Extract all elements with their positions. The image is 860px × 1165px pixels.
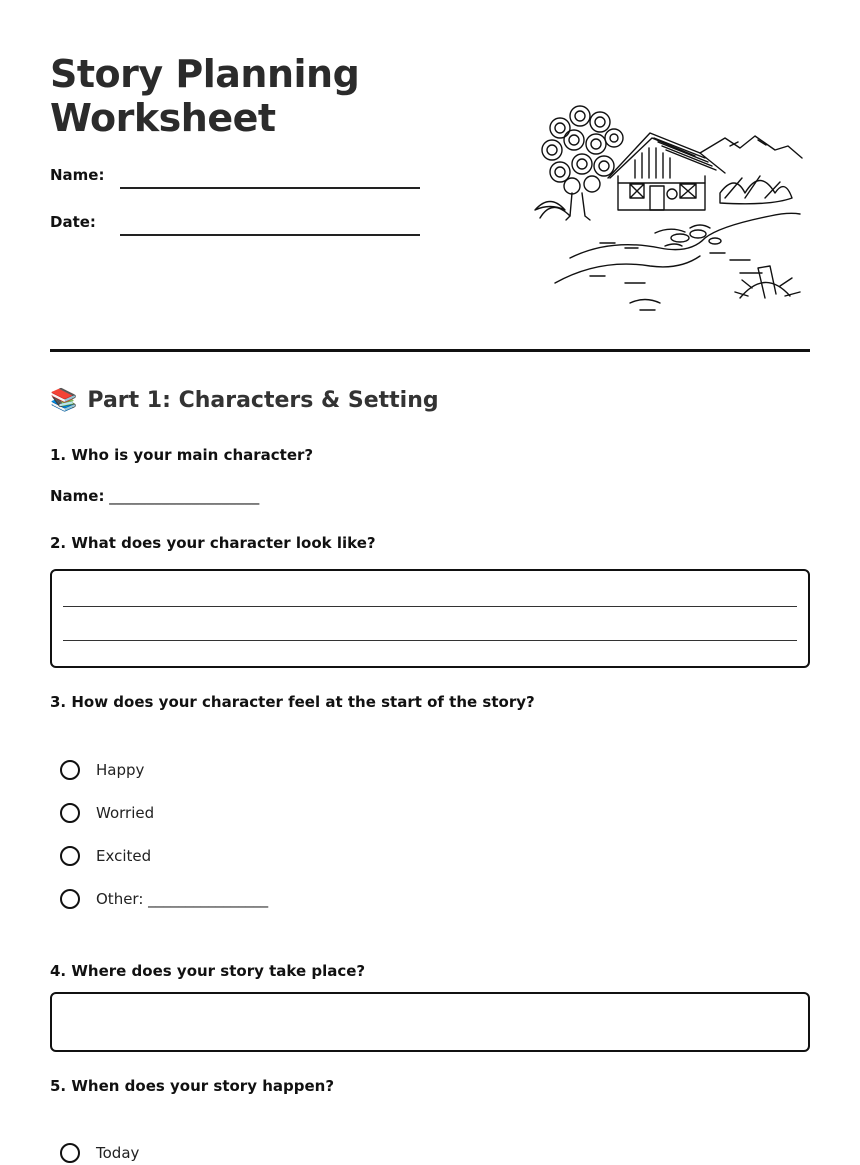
- radio-button[interactable]: [60, 889, 80, 909]
- section-title-text: Part 1: Characters & Setting: [87, 388, 439, 413]
- name-label: Name:: [50, 166, 105, 184]
- option-other[interactable]: [60, 887, 268, 911]
- question-1: 1. Who is your main character?: [50, 446, 314, 464]
- option-label: Worried: [96, 804, 155, 822]
- radio-button[interactable]: [60, 760, 80, 780]
- option-worried[interactable]: [60, 801, 154, 825]
- title-line-1: Story Planning: [50, 52, 360, 96]
- cottage-landscape-illustration: [530, 98, 810, 323]
- option-excited[interactable]: [60, 844, 151, 868]
- question-2: 2. What does your character look like?: [50, 534, 376, 552]
- character-name-label: Name:: [50, 487, 105, 505]
- character-name-line[interactable]: [50, 487, 259, 505]
- option-label: Happy: [96, 761, 145, 779]
- question-5: 5. When does your story happen?: [50, 1077, 335, 1095]
- header-divider: [50, 349, 810, 352]
- question-4: 4. Where does your story take place?: [50, 962, 366, 980]
- books-icon: 📚: [50, 388, 78, 413]
- answer-line: [63, 640, 797, 641]
- appearance-answer-box[interactable]: [50, 569, 810, 668]
- option-label: Today: [96, 1144, 140, 1162]
- question-3: 3. How does your character feel at the start of the story?: [50, 693, 535, 711]
- page-title: [50, 52, 359, 140]
- option-label: Other: ________________: [96, 890, 269, 908]
- title-line-2: Worksheet: [50, 96, 276, 140]
- name-field[interactable]: [120, 187, 420, 189]
- date-label: Date:: [50, 213, 96, 231]
- section-title-part1: [50, 388, 439, 413]
- date-field[interactable]: [120, 234, 420, 236]
- option-today[interactable]: [60, 1141, 139, 1165]
- character-name-blank: ____________________: [104, 487, 260, 505]
- radio-button[interactable]: [60, 846, 80, 866]
- option-happy[interactable]: [60, 758, 144, 782]
- radio-button[interactable]: [60, 1143, 80, 1163]
- radio-button[interactable]: [60, 803, 80, 823]
- answer-line: [63, 606, 797, 607]
- option-label: Excited: [96, 847, 152, 865]
- setting-answer-box[interactable]: [50, 992, 810, 1052]
